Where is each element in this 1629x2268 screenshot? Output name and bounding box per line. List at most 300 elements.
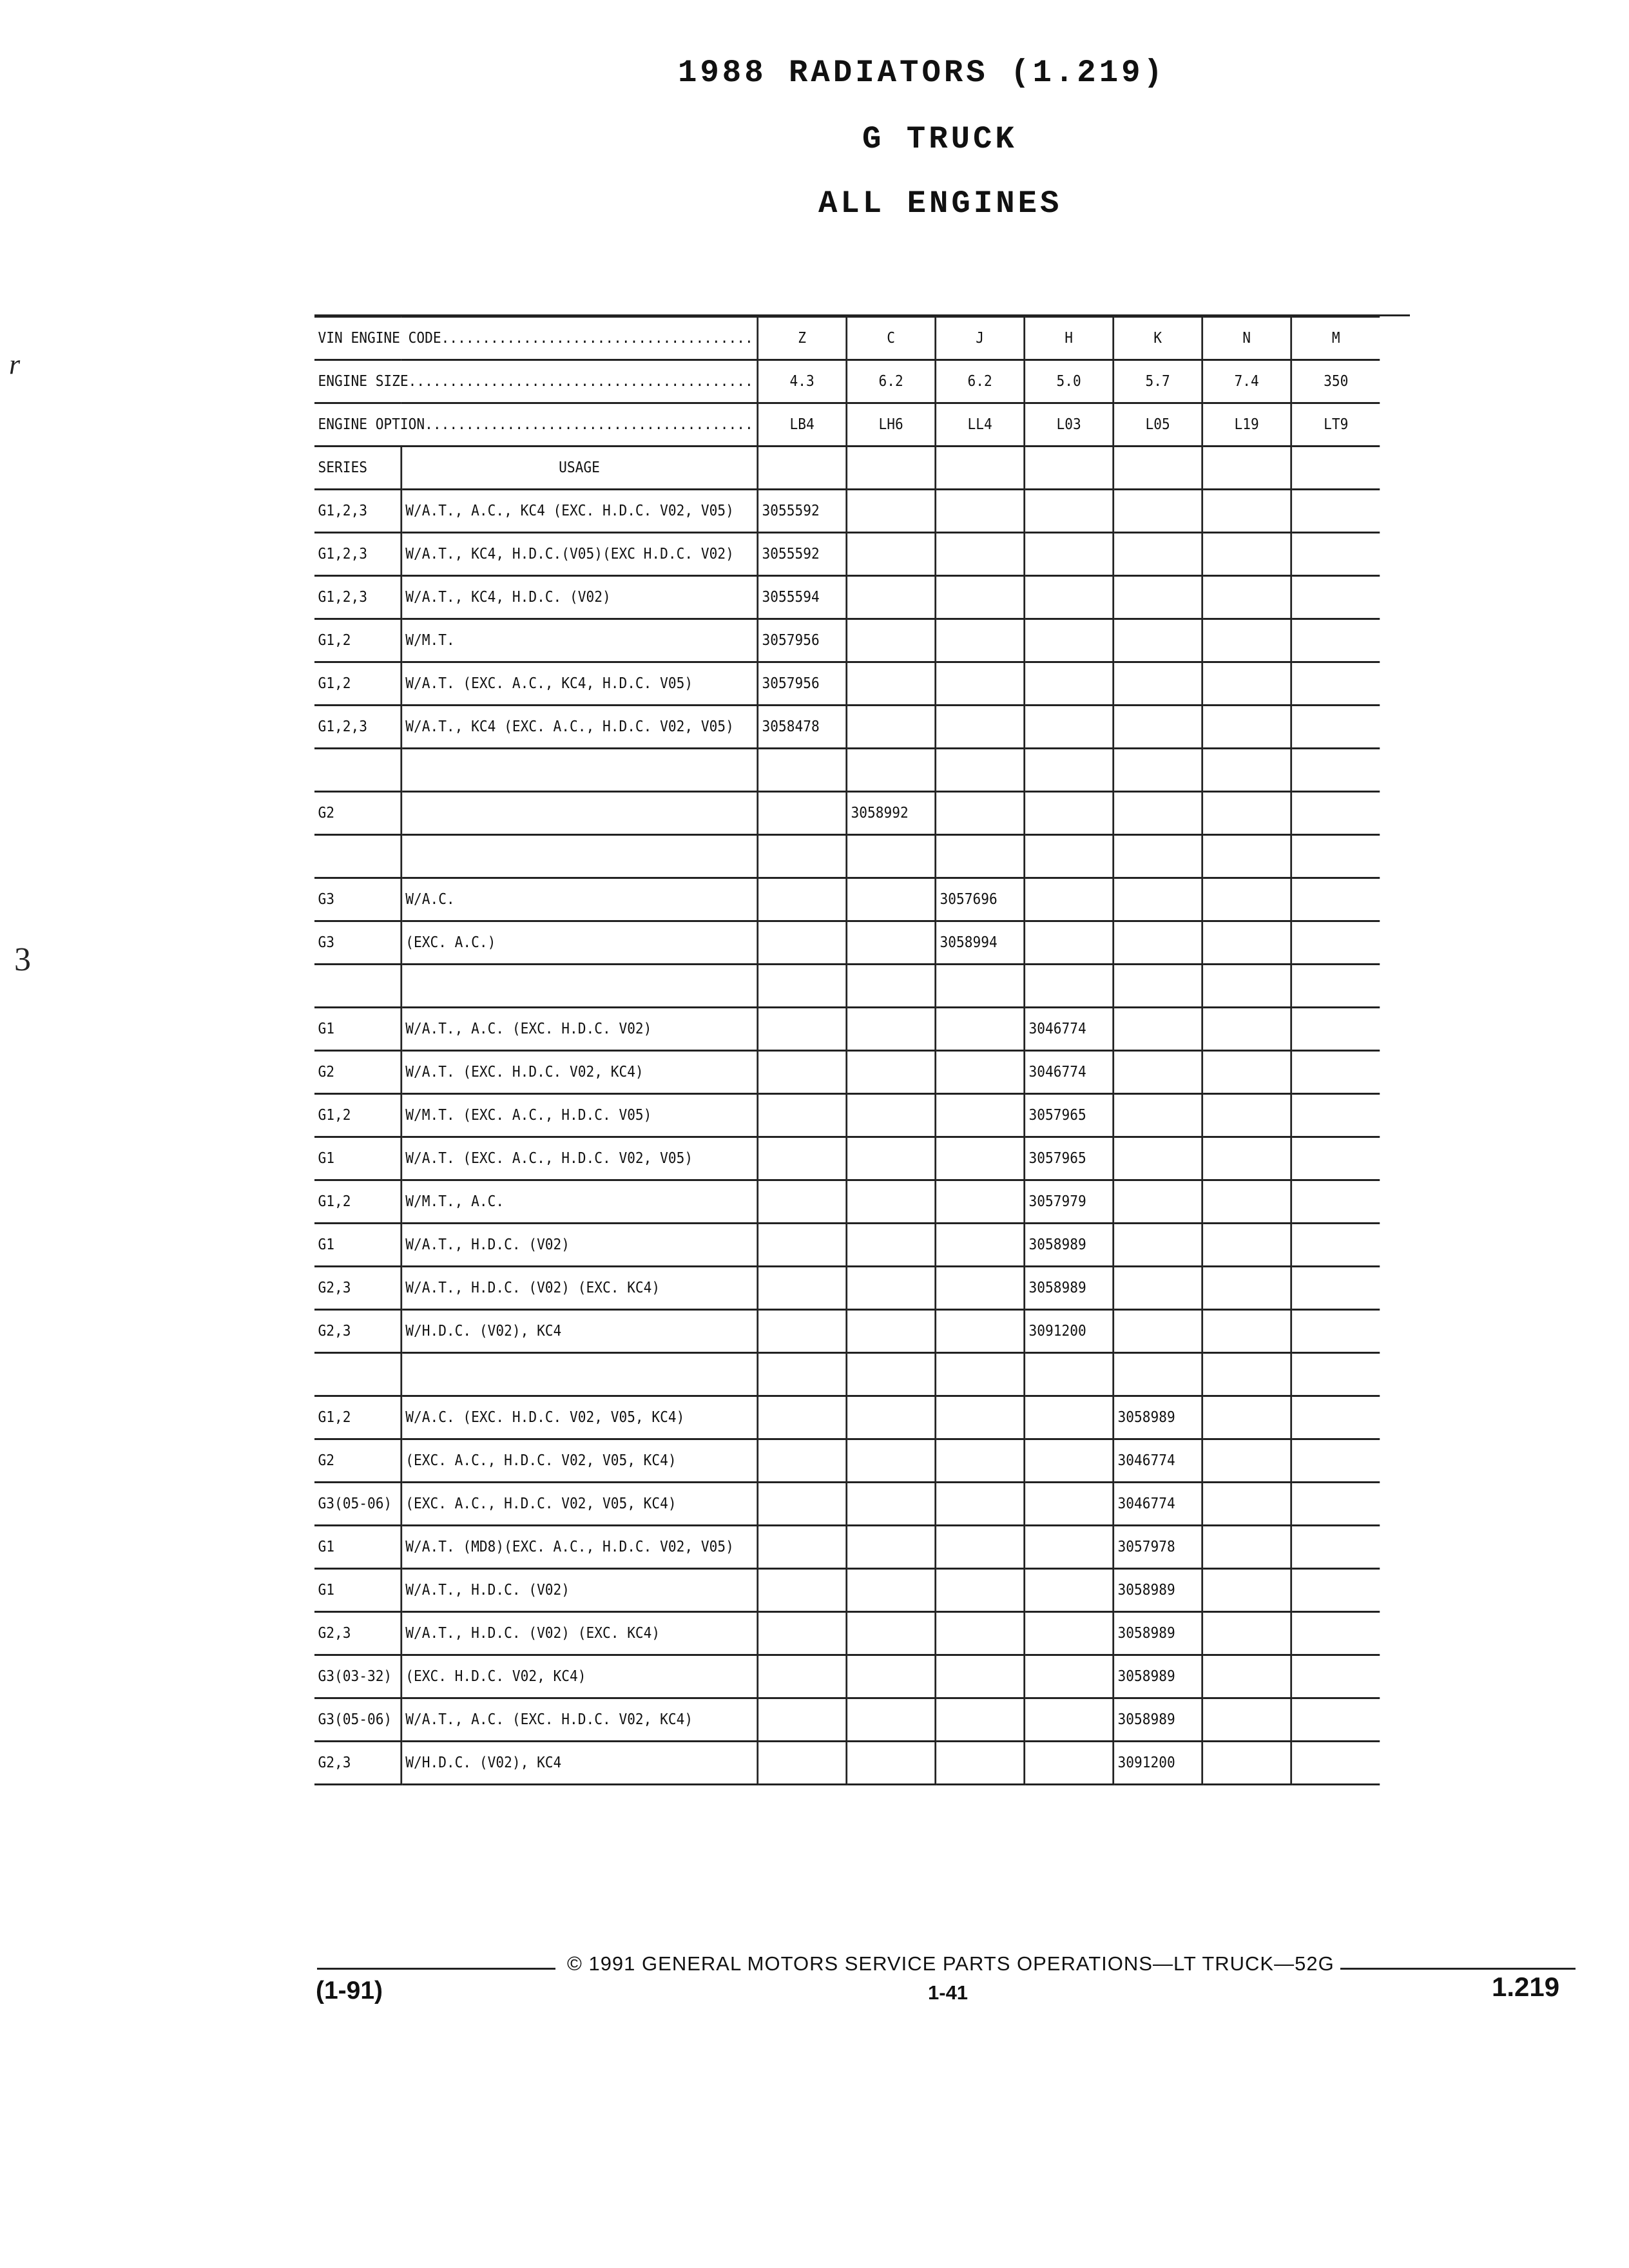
part-number-cell [1202, 1698, 1291, 1742]
part-number-cell [1025, 576, 1113, 619]
series-cell: G1,2 [314, 662, 401, 706]
part-number-cell: 3058989 [1025, 1267, 1113, 1310]
part-number-cell [1291, 965, 1380, 1008]
engine-header-row [314, 403, 1380, 447]
usage-cell [401, 749, 757, 792]
series-cell: G2 [314, 792, 401, 835]
series-cell: G2,3 [314, 1267, 401, 1310]
part-number-cell [1291, 619, 1380, 662]
table-row [314, 792, 1380, 835]
part-number-cell [758, 1094, 847, 1137]
part-number-cell [847, 1396, 936, 1439]
part-number-cell [1202, 1439, 1291, 1483]
part-number-cell [1025, 706, 1113, 749]
part-number-cell [847, 749, 936, 792]
series-cell: G1 [314, 1008, 401, 1051]
part-number-cell [1291, 1698, 1380, 1742]
part-number-cell [1113, 619, 1202, 662]
table-row [314, 1742, 1380, 1785]
table-row [314, 576, 1380, 619]
series-cell: G1 [314, 1137, 401, 1180]
table-row [314, 1094, 1380, 1137]
table-row [314, 1267, 1380, 1310]
part-number-cell [1291, 1094, 1380, 1137]
series-cell: G1 [314, 1224, 401, 1267]
series-cell: G2 [314, 1439, 401, 1483]
part-number-cell [1202, 533, 1291, 576]
header-value: C [847, 317, 936, 360]
part-number-cell [1291, 1742, 1380, 1785]
part-number-cell [758, 1612, 847, 1655]
part-number-cell [1291, 1439, 1380, 1483]
part-number-cell [936, 1612, 1025, 1655]
part-number-cell [936, 1483, 1025, 1526]
table-row [314, 1655, 1380, 1698]
part-number-cell: 3091200 [1025, 1310, 1113, 1353]
part-number-cell [936, 1569, 1025, 1612]
part-number-cell [1202, 1180, 1291, 1224]
header-value: LB4 [758, 403, 847, 447]
usage-cell: (EXC. A.C., H.D.C. V02, V05, KC4) [401, 1483, 757, 1526]
header-label: ENGINE OPTION........................................ [314, 403, 758, 447]
part-number-cell [1025, 1439, 1113, 1483]
part-number-cell [1291, 1180, 1380, 1224]
part-number-cell [1291, 662, 1380, 706]
part-number-cell [936, 1224, 1025, 1267]
usage-cell: W/A.T., KC4, H.D.C.(V05)(EXC H.D.C. V02) [401, 533, 757, 576]
part-number-cell [758, 1051, 847, 1094]
part-number-cell [1291, 1612, 1380, 1655]
table-row [314, 1698, 1380, 1742]
usage-cell: W/A.T., A.C., KC4 (EXC. H.D.C. V02, V05) [401, 490, 757, 533]
series-cell: G3 [314, 921, 401, 965]
part-number-cell [1202, 490, 1291, 533]
part-number-cell: 3057965 [1025, 1137, 1113, 1180]
usage-column-label: USAGE [401, 447, 757, 490]
part-number-cell [1202, 1008, 1291, 1051]
part-number-cell [936, 1353, 1025, 1396]
part-number-cell [1202, 1267, 1291, 1310]
part-number-cell [1113, 490, 1202, 533]
table-row [314, 1396, 1380, 1439]
series-cell: G1,2,3 [314, 533, 401, 576]
part-number-cell [758, 965, 847, 1008]
part-number-cell [936, 1742, 1025, 1785]
part-number-cell [936, 835, 1025, 878]
part-number-cell: 3046774 [1113, 1483, 1202, 1526]
series-cell: G2 [314, 1051, 401, 1094]
table-row [314, 749, 1380, 792]
part-number-cell [1202, 1224, 1291, 1267]
table-row [314, 1439, 1380, 1483]
usage-cell [401, 792, 757, 835]
part-number-cell [1202, 965, 1291, 1008]
header-value: 5.0 [1025, 360, 1113, 403]
part-number-cell [847, 1094, 936, 1137]
part-number-cell: 3046774 [1113, 1439, 1202, 1483]
part-number-cell [1113, 921, 1202, 965]
series-cell: G1,2,3 [314, 706, 401, 749]
usage-cell: W/A.C. [401, 878, 757, 921]
header-label: ENGINE SIZE.......................................... [314, 360, 758, 403]
part-number-cell [847, 835, 936, 878]
part-number-cell [1113, 1008, 1202, 1051]
usage-cell [401, 965, 757, 1008]
part-number-cell [758, 1526, 847, 1569]
engine-header-row [314, 360, 1380, 403]
table-row [314, 835, 1380, 878]
table-row [314, 490, 1380, 533]
part-number-cell [1025, 1353, 1113, 1396]
part-number-cell [1202, 706, 1291, 749]
part-number-cell [1113, 1224, 1202, 1267]
part-number-cell [758, 1180, 847, 1224]
usage-cell: W/A.T. (EXC. H.D.C. V02, KC4) [401, 1051, 757, 1094]
table-row [314, 1008, 1380, 1051]
header-value: Z [758, 317, 847, 360]
series-cell: G1 [314, 1569, 401, 1612]
column-labels-row [314, 447, 1380, 490]
part-number-cell [758, 1008, 847, 1051]
engine-header-row [314, 317, 1380, 360]
header-value: LT9 [1291, 403, 1380, 447]
series-cell: G3(03-32) [314, 1655, 401, 1698]
part-number-cell [936, 1526, 1025, 1569]
table-row [314, 1612, 1380, 1655]
part-number-cell: 3058989 [1113, 1655, 1202, 1698]
part-number-cell [936, 965, 1025, 1008]
part-number-cell [1291, 490, 1380, 533]
table-row [314, 878, 1380, 921]
table-row [314, 1353, 1380, 1396]
part-number-cell [847, 662, 936, 706]
part-number-cell [1291, 1655, 1380, 1698]
part-number-cell [847, 1612, 936, 1655]
footer-copyright: © 1991 GENERAL MOTORS SERVICE PARTS OPERATIONS—LT TRUCK—52G [567, 1952, 1335, 1975]
table-row [314, 965, 1380, 1008]
part-number-cell [936, 1051, 1025, 1094]
part-number-cell [758, 835, 847, 878]
header-value: LH6 [847, 403, 936, 447]
part-number-cell [1113, 662, 1202, 706]
usage-cell: W/H.D.C. (V02), KC4 [401, 1310, 757, 1353]
part-number-cell: 3058989 [1113, 1396, 1202, 1439]
part-number-cell [1025, 792, 1113, 835]
part-number-cell [1291, 706, 1380, 749]
part-number-cell [758, 1439, 847, 1483]
part-number-cell [936, 1396, 1025, 1439]
table-row [314, 706, 1380, 749]
part-number-cell [758, 1310, 847, 1353]
series-cell [314, 835, 401, 878]
part-number-cell [758, 1224, 847, 1267]
part-number-cell [847, 1137, 936, 1180]
part-number-cell [1025, 619, 1113, 662]
part-number-cell: 3057956 [758, 619, 847, 662]
part-number-cell [1291, 1396, 1380, 1439]
part-number-cell: 3058989 [1113, 1698, 1202, 1742]
header-value: M [1291, 317, 1380, 360]
part-number-cell [1291, 749, 1380, 792]
part-number-cell: 3091200 [1113, 1742, 1202, 1785]
part-number-cell: 3055592 [758, 533, 847, 576]
table-row [314, 921, 1380, 965]
page-title: 1988 RADIATORS (1.219) [678, 55, 1166, 91]
series-cell [314, 1353, 401, 1396]
table-row [314, 1569, 1380, 1612]
header-value: K [1113, 317, 1202, 360]
part-number-cell [1291, 1526, 1380, 1569]
part-number-cell: 3058989 [1113, 1569, 1202, 1612]
part-number-cell [1025, 1483, 1113, 1526]
part-number-cell [1202, 1310, 1291, 1353]
footer-section-number: 1.219 [1492, 1972, 1560, 2002]
table-row [314, 1224, 1380, 1267]
part-number-cell [1291, 1569, 1380, 1612]
part-number-cell [936, 1094, 1025, 1137]
part-number-cell [847, 1353, 936, 1396]
usage-cell: W/A.T. (EXC. A.C., H.D.C. V02, V05) [401, 1137, 757, 1180]
part-number-cell [1202, 1742, 1291, 1785]
part-number-cell: 3057696 [936, 878, 1025, 921]
series-cell: G1,2 [314, 1094, 401, 1137]
table-row [314, 1483, 1380, 1526]
series-cell: G3(05-06) [314, 1698, 401, 1742]
part-number-cell [847, 490, 936, 533]
part-number-cell: 3057956 [758, 662, 847, 706]
part-number-cell [936, 1439, 1025, 1483]
footer-date: (1-91) [316, 1977, 383, 2004]
part-number-cell [1291, 1483, 1380, 1526]
usage-cell: W/M.T. [401, 619, 757, 662]
part-number-cell: 3058478 [758, 706, 847, 749]
part-number-cell [1113, 1353, 1202, 1396]
header-value: L03 [1025, 403, 1113, 447]
part-number-cell [847, 1526, 936, 1569]
part-number-cell [936, 706, 1025, 749]
table-row [314, 662, 1380, 706]
part-number-cell [936, 1655, 1025, 1698]
part-number-cell [1202, 1655, 1291, 1698]
part-number-cell [1113, 792, 1202, 835]
part-number-cell [847, 533, 936, 576]
part-number-cell [1202, 792, 1291, 835]
part-number-cell [1202, 1137, 1291, 1180]
part-number-cell [847, 878, 936, 921]
part-number-cell [1025, 878, 1113, 921]
part-number-cell [758, 1742, 847, 1785]
part-number-cell [1025, 662, 1113, 706]
series-cell: G1 [314, 1526, 401, 1569]
part-number-cell [1113, 1310, 1202, 1353]
header-value: H [1025, 317, 1113, 360]
part-number-cell [1291, 878, 1380, 921]
radiator-parts-table [314, 316, 1380, 1785]
empty-cell [847, 447, 936, 490]
part-number-cell: 3057979 [1025, 1180, 1113, 1224]
footer-page-number: 1-41 [928, 1981, 969, 2004]
usage-cell: (EXC. A.C., H.D.C. V02, V05, KC4) [401, 1439, 757, 1483]
usage-cell: W/A.C. (EXC. H.D.C. V02, V05, KC4) [401, 1396, 757, 1439]
usage-cell: (EXC. H.D.C. V02, KC4) [401, 1655, 757, 1698]
part-number-cell [847, 576, 936, 619]
part-number-cell: 3058992 [847, 792, 936, 835]
part-number-cell: 3055592 [758, 490, 847, 533]
part-number-cell [1113, 533, 1202, 576]
usage-cell: W/A.T. (EXC. A.C., KC4, H.D.C. V05) [401, 662, 757, 706]
part-number-cell [1291, 1310, 1380, 1353]
part-number-cell [936, 1267, 1025, 1310]
series-cell: G3(05-06) [314, 1483, 401, 1526]
header-value: N [1202, 317, 1291, 360]
usage-cell [401, 835, 757, 878]
part-number-cell [1291, 1267, 1380, 1310]
part-number-cell [1291, 1224, 1380, 1267]
series-cell: G1,2 [314, 1396, 401, 1439]
part-number-cell [847, 1224, 936, 1267]
part-number-cell [1291, 533, 1380, 576]
part-number-cell [1202, 878, 1291, 921]
series-cell: G1,2,3 [314, 576, 401, 619]
part-number-cell [1202, 1526, 1291, 1569]
part-number-cell [758, 1698, 847, 1742]
part-number-cell [1291, 1051, 1380, 1094]
part-number-cell: 3046774 [1025, 1051, 1113, 1094]
part-number-cell [1202, 576, 1291, 619]
part-number-cell [847, 1310, 936, 1353]
margin-mark: 3 [14, 941, 31, 978]
part-number-cell [758, 1483, 847, 1526]
part-number-cell [758, 749, 847, 792]
usage-cell: W/H.D.C. (V02), KC4 [401, 1742, 757, 1785]
part-number-cell [847, 921, 936, 965]
empty-cell [758, 447, 847, 490]
series-cell: G3 [314, 878, 401, 921]
page-subtitle: G TRUCK [862, 121, 1017, 157]
part-number-cell [1291, 576, 1380, 619]
part-number-cell [936, 1180, 1025, 1224]
series-cell: G1,2 [314, 1180, 401, 1224]
part-number-cell [1025, 1742, 1113, 1785]
margin-mark: r [9, 349, 21, 380]
part-number-cell [1113, 1051, 1202, 1094]
part-number-cell [1025, 1698, 1113, 1742]
usage-cell: W/A.T., H.D.C. (V02) [401, 1569, 757, 1612]
usage-cell: W/A.T. (MD8)(EXC. A.C., H.D.C. V02, V05) [401, 1526, 757, 1569]
header-value: L05 [1113, 403, 1202, 447]
part-number-cell [1025, 835, 1113, 878]
part-number-cell [847, 706, 936, 749]
part-number-cell [1113, 576, 1202, 619]
part-number-cell [758, 1396, 847, 1439]
part-number-cell [758, 1267, 847, 1310]
part-number-cell [1202, 1094, 1291, 1137]
part-number-cell [1113, 1267, 1202, 1310]
header-value: 4.3 [758, 360, 847, 403]
part-number-cell [1113, 706, 1202, 749]
part-number-cell [847, 1051, 936, 1094]
part-number-cell [1025, 490, 1113, 533]
header-value: 6.2 [847, 360, 936, 403]
part-number-cell [936, 1008, 1025, 1051]
usage-cell: W/A.T., KC4, H.D.C. (V02) [401, 576, 757, 619]
series-cell: G2,3 [314, 1310, 401, 1353]
part-number-cell [1025, 1396, 1113, 1439]
part-number-cell [758, 1137, 847, 1180]
table-row [314, 1526, 1380, 1569]
table-row [314, 533, 1380, 576]
part-number-cell [847, 1655, 936, 1698]
part-number-cell [1113, 878, 1202, 921]
part-number-cell [1202, 1483, 1291, 1526]
header-value: 7.4 [1202, 360, 1291, 403]
part-number-cell [847, 965, 936, 1008]
empty-cell [1202, 447, 1291, 490]
header-value: 6.2 [936, 360, 1025, 403]
empty-cell [1113, 447, 1202, 490]
part-number-cell [1025, 1526, 1113, 1569]
part-number-cell [758, 921, 847, 965]
part-number-cell [847, 1483, 936, 1526]
part-number-cell: 3058994 [936, 921, 1025, 965]
part-number-cell [1202, 1612, 1291, 1655]
table-row [314, 1137, 1380, 1180]
header-label: VIN ENGINE CODE...................................... [314, 317, 758, 360]
usage-cell: W/A.T., A.C. (EXC. H.D.C. V02) [401, 1008, 757, 1051]
part-number-cell [936, 576, 1025, 619]
part-number-cell [1291, 921, 1380, 965]
footer-rule [1340, 1968, 1576, 1970]
part-number-cell [1202, 749, 1291, 792]
part-number-cell [1113, 1180, 1202, 1224]
part-number-cell [1113, 1137, 1202, 1180]
part-number-cell [1291, 792, 1380, 835]
usage-cell: W/M.T., A.C. [401, 1180, 757, 1224]
part-number-cell: 3057978 [1113, 1526, 1202, 1569]
empty-cell [1291, 447, 1380, 490]
part-number-cell [1113, 965, 1202, 1008]
part-number-cell [1113, 749, 1202, 792]
part-number-cell [847, 619, 936, 662]
header-value: L19 [1202, 403, 1291, 447]
usage-cell: W/A.T., KC4 (EXC. A.C., H.D.C. V02, V05) [401, 706, 757, 749]
usage-cell [401, 1353, 757, 1396]
part-number-cell [936, 749, 1025, 792]
part-number-cell [936, 1137, 1025, 1180]
part-number-cell [1025, 749, 1113, 792]
table-row [314, 1310, 1380, 1353]
usage-cell: W/A.T., H.D.C. (V02) [401, 1224, 757, 1267]
part-number-cell [758, 1353, 847, 1396]
part-number-cell [1113, 1094, 1202, 1137]
usage-cell: (EXC. A.C.) [401, 921, 757, 965]
part-number-cell [936, 619, 1025, 662]
part-number-cell [847, 1742, 936, 1785]
part-number-cell [758, 1569, 847, 1612]
empty-cell [1025, 447, 1113, 490]
part-number-cell [1202, 1051, 1291, 1094]
part-number-cell [1202, 1396, 1291, 1439]
part-number-cell [1291, 1353, 1380, 1396]
series-cell: G2,3 [314, 1612, 401, 1655]
part-number-cell [758, 792, 847, 835]
part-number-cell: 3046774 [1025, 1008, 1113, 1051]
header-value: 350 [1291, 360, 1380, 403]
part-number-cell [847, 1569, 936, 1612]
series-column-label: SERIES [314, 447, 401, 490]
header-value: LL4 [936, 403, 1025, 447]
part-number-cell: 3058989 [1025, 1224, 1113, 1267]
